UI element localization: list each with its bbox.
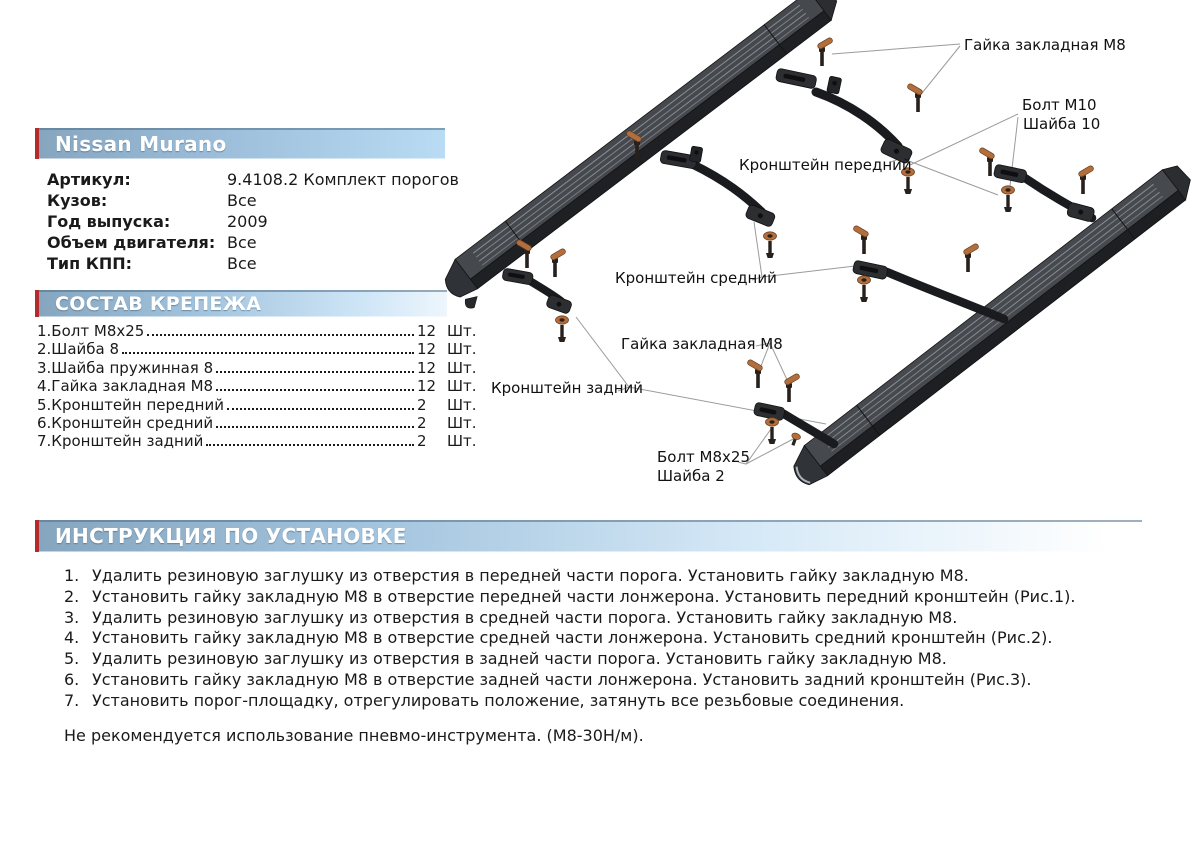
list-item [37,396,483,414]
spec-value: Все [227,233,257,252]
part-qty: 12 [417,358,437,377]
washer-bolt [556,316,569,342]
anchor-nut-pin [853,225,870,254]
step [64,691,1184,712]
step-number: 5. [64,649,80,669]
callout-bracket-front: Кронштейн передний [739,156,912,174]
part-name: 1.Болт М8х25 [37,322,145,340]
installation-header-bar [35,520,1142,552]
step-number: 1. [64,566,80,585]
part-name: 3.Шайба пружинная 8 [37,358,214,377]
spec-row-body [47,191,459,212]
part-name: 2.Шайба 8 [37,340,120,359]
running-board-right [785,160,1199,491]
spec-row-transmission [47,254,459,275]
part-qty: 2 [417,432,427,451]
anchor-nut-pin [979,147,996,176]
rear-bracket [502,268,573,314]
part-unit: Шт. [447,322,477,340]
spec-row-engine [47,233,459,254]
spec-label: Кузов: [47,191,108,210]
part-qty: 2 [417,395,427,414]
bolt-m8 [789,432,802,447]
step-text: Удалить резиновую заглушку из отверстия в средней части порога. Установить гайку закладную М8. [92,607,958,627]
part-name: 4.Гайка закладная М8 [37,377,214,396]
spec-value: 2009 [227,212,268,231]
leader-lines [576,44,1018,464]
step-number: 2. [64,586,80,606]
callout-bracket-rear: Кронштейн задний [491,379,644,397]
dot-leader [227,408,414,410]
exploded-view-diagram [440,0,1200,515]
hardware-list [37,322,483,451]
list-item [37,340,483,358]
part-unit: Шт. [447,340,477,359]
product-header-bar [35,128,445,159]
step [64,649,1184,670]
part-qty: 12 [417,340,437,359]
spec-label: Объем двигателя: [47,233,216,252]
spec-label: Год выпуска: [47,212,171,231]
list-item [37,377,483,395]
step-text: Удалить резиновую заглушку из отверстия в передней части порога. Установить гайку закладную М8. [92,566,969,585]
callout-anchor-nut-top: Гайка закладная М8 [964,36,1126,54]
step [64,670,1184,691]
step [64,566,1184,587]
part-unit: Шт. [447,432,477,451]
callout-bracket-middle: Кронштейн средний [615,269,777,287]
list-item [37,322,483,340]
hardware-title: СОСТАВ КРЕПЕЖА [55,292,262,315]
part-name: 5.Кронштейн передний [37,395,224,414]
anchor-nut-pin [963,243,980,272]
anchor-nut-pin [817,37,834,66]
callout-bolt-m10: Болт М10 [1022,96,1097,114]
part-qty: 12 [417,377,437,396]
step [64,608,1184,629]
dot-leader [216,426,414,428]
step-text: Удалить резиновую заглушку из отверстия в задней части порога. Установить гайку закладную М8. [92,649,947,669]
part-unit: Шт. [447,395,477,414]
callout-washer-2: Шайба 2 [657,467,725,485]
anchor-nut-pin [550,248,567,277]
spec-label: Тип КПП: [47,254,133,273]
washer-bolt [764,232,777,258]
hardware-header-bar [35,290,447,317]
part-name: 6.Кронштейн средний [37,413,214,432]
part-name: 7.Кронштейн задний [37,432,204,451]
step-number: 6. [64,669,80,689]
spec-value: 9.4108.2 Комплект порогов [227,170,459,189]
installation-title: ИНСТРУКЦИЯ ПО УСТАНОВКЕ [55,524,407,548]
spec-value: Все [227,254,257,273]
callout-bolt-m8x25: Болт М8х25 [657,448,751,466]
spec-row-article [47,170,459,191]
board-middle-bracket [852,260,1004,319]
step-text: Установить порог-площадку, отрегулировать положение, затянуть все резьбовые соединения. [92,690,905,710]
spec-table [47,170,459,275]
part-unit: Шт. [447,358,477,377]
torque-note: Не рекомендуется использование пневмо-инструмента. (М8-30Н/м). [64,726,644,745]
step-text: Установить гайку закладную М8 в отверстие средней части лонжерона. Установить средний кронштейн (Рис.2). [92,628,1053,648]
step [64,587,1184,608]
part-unit: Шт. [447,377,477,396]
step-text: Установить гайку закладную М8 в отверстие задней части лонжерона. Установить задний кронштейн (Рис.3). [92,669,1032,689]
list-item [37,432,483,450]
step-number: 3. [64,607,80,627]
product-title: Nissan Murano [55,131,227,156]
anchor-nut-pin [907,83,924,112]
part-unit: Шт. [447,413,477,432]
dot-leader [216,371,414,373]
list-item [37,359,483,377]
spec-value: Все [227,191,257,210]
step-number: 4. [64,628,80,648]
step-number: 7. [64,690,80,710]
part-qty: 2 [417,413,427,432]
washer-bolt [858,276,871,302]
installation-steps [64,566,1184,712]
anchor-nut-pin [1078,165,1095,194]
front-bracket [775,68,913,164]
callout-anchor-nut-mid: Гайка закладная М8 [621,335,783,353]
list-item [37,414,483,432]
dot-leader [206,444,414,446]
washer-bolt [766,418,779,444]
step-text: Установить гайку закладную М8 в отверстие передней части лонжерона. Установить передний кронштейн (Рис.1). [92,586,1076,606]
spec-row-year [47,212,459,233]
dot-leader [122,352,414,354]
dot-leader [216,389,414,391]
spec-label: Артикул: [47,170,131,189]
dot-leader [147,334,414,336]
part-qty: 12 [417,322,437,340]
step [64,628,1184,649]
callout-washer-10: Шайба 10 [1023,115,1101,133]
anchor-nut-pin [747,359,764,388]
washer-bolt [1002,186,1015,212]
